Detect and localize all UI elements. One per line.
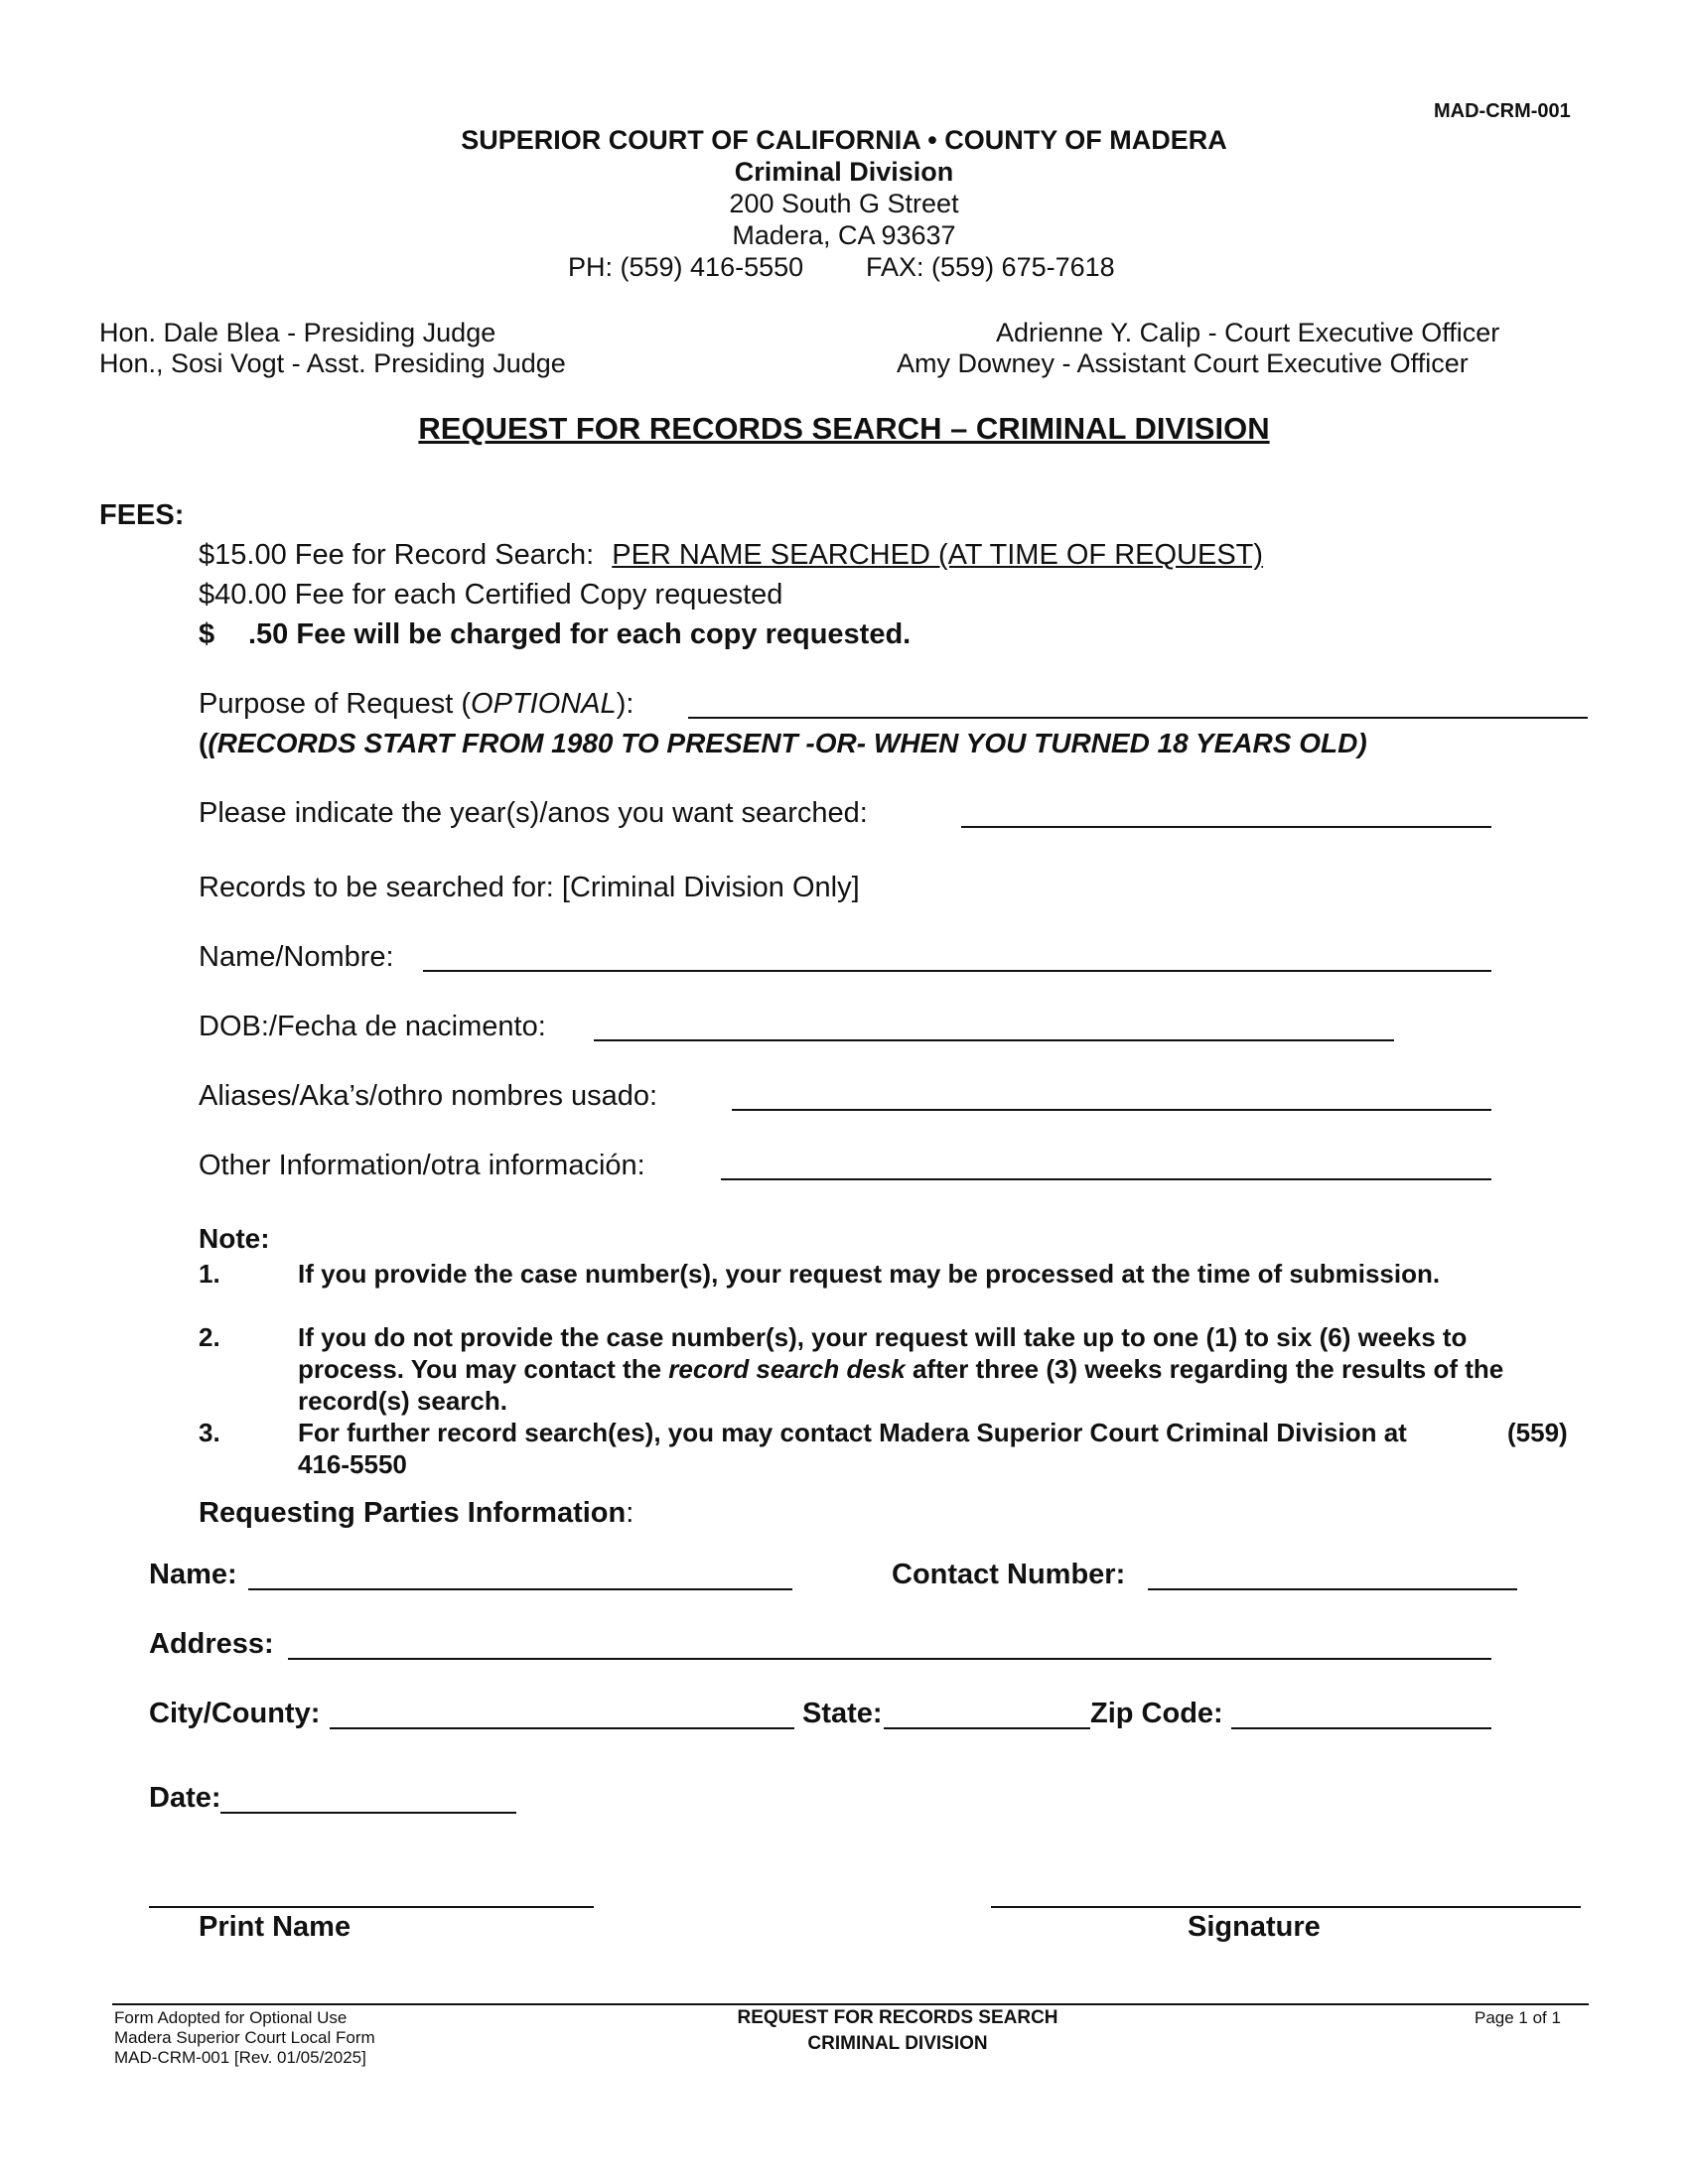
aliases-label: Aliases/Aka’s/othro nombres usado: [199, 1080, 658, 1112]
form-id: MAD-CRM-001 [1434, 100, 1571, 122]
fee-copy-charge: .50 Fee will be charged for each copy requested. [248, 618, 912, 650]
fee-copy-dollar: $ [199, 618, 215, 650]
footer-adopted: Form Adopted for Optional Use [114, 2008, 348, 2027]
requester-name-label: Name: [149, 1559, 237, 1590]
street-address: 200 South G Street [729, 189, 959, 218]
footer-title-2: CRIMINAL DIVISION [807, 2033, 988, 2054]
records-searched-label: Records to be searched for: [Criminal Division Only] [199, 872, 860, 903]
other-info-label: Other Information/otra información: [199, 1150, 645, 1181]
purpose-input[interactable] [688, 689, 1588, 719]
dob-label [199, 1011, 546, 1043]
city-county-label: City/County: [149, 1698, 321, 1729]
note-label: Note: [199, 1223, 270, 1254]
fee-record-search [199, 539, 1263, 572]
fees-label: FEES: [99, 499, 185, 531]
contact-number-label: Contact Number: [892, 1559, 1126, 1590]
print-name-label: Print Name [199, 1911, 352, 1943]
purpose-label [199, 688, 633, 721]
records-range-note [199, 728, 1367, 759]
purpose-label-end: ): [616, 688, 634, 720]
city-address: Madera, CA 93637 [732, 220, 956, 250]
phone-number: PH: (559) 416-5550 [568, 252, 804, 282]
note-3-phone-area: (559) [1507, 1418, 1568, 1447]
fax-number: FAX: (559) 675-7618 [866, 252, 1115, 282]
footer-page-number: Page 1 of 1 [1475, 2008, 1561, 2027]
other-info-input[interactable] [721, 1151, 1491, 1180]
search-name-label: Name/Nombre: [199, 941, 394, 973]
footer-revision: MAD-CRM-001 [Rev. 01/05/2025] [114, 2048, 366, 2067]
form-title: REQUEST FOR RECORDS SEARCH – CRIMINAL DIVISION [418, 411, 1270, 446]
date-label: Date: [149, 1782, 221, 1814]
dob-label-text: DOB:/Fecha de nacimento [199, 1011, 538, 1042]
signature-label: Signature [1188, 1911, 1321, 1943]
note-2-record-desk: record search desk [668, 1354, 906, 1384]
fee-certified-copy: $40.00 Fee for each Certified Copy requested [199, 579, 783, 611]
court-executive-officer: Adrienne Y. Calip - Court Executive Officer [996, 318, 1500, 347]
note-3-line2: 416-5550 [298, 1449, 407, 1479]
years-input[interactable] [961, 798, 1491, 828]
years-label: Please indicate the year(s)/anos you want searched: [199, 797, 868, 829]
print-name-input[interactable] [149, 1878, 594, 1908]
footer-divider [112, 2003, 1589, 2005]
signature-input[interactable] [991, 1878, 1581, 1908]
note-2-line1: If you do not provide the case number(s), your request will take up to one (1) to six (6) weeks to [298, 1322, 1468, 1352]
dob-colon: : [537, 1011, 546, 1042]
note-1-text: If you provide the case number(s), your request may be processed at the time of submission. [298, 1259, 1441, 1289]
footer-local-form: Madera Superior Court Local Form [114, 2028, 375, 2047]
division-name: Criminal Division [734, 157, 954, 187]
court-name: SUPERIOR COURT OF CALIFORNIA • COUNTY OF MADERA [461, 125, 1227, 155]
asst-court-executive-officer: Amy Downey - Assistant Court Executive Officer [897, 348, 1469, 378]
zip-code-label: Zip Code: [1090, 1698, 1223, 1729]
requester-name-input[interactable] [248, 1561, 792, 1590]
aliases-input[interactable] [732, 1081, 1491, 1111]
requesting-parties-text: Requesting Parties Information [199, 1497, 627, 1529]
state-label: State: [802, 1698, 883, 1729]
note-2-text-b3: after three (3) weeks regarding the results of the [905, 1354, 1504, 1384]
footer-title-1: REQUEST FOR RECORDS SEARCH [737, 2007, 1058, 2028]
dob-input[interactable] [594, 1012, 1394, 1041]
note-2-line3: record(s) search. [298, 1386, 507, 1416]
fee-record-search-label: $15.00 Fee for Record Search: [199, 539, 595, 571]
records-range-text: (RECORDS START FROM 1980 TO PRESENT -OR- WHEN YOU TURNED 18 YEARS OLD) [208, 728, 1367, 758]
note-2-text-b1: process. You may contact the [298, 1354, 669, 1384]
presiding-judge: Hon. Dale Blea - Presiding Judge [99, 318, 496, 347]
purpose-label-text: Purpose of Request ( [199, 688, 472, 720]
requesting-parties-colon: : [626, 1497, 634, 1529]
requesting-parties-label [199, 1497, 633, 1530]
city-county-input[interactable] [330, 1700, 794, 1729]
fee-per-name-note: PER NAME SEARCHED (AT TIME OF REQUEST) [612, 539, 1264, 571]
search-name-input[interactable] [423, 942, 1491, 972]
date-input[interactable] [220, 1784, 516, 1814]
zip-code-input[interactable] [1231, 1700, 1491, 1729]
contact-number-input[interactable] [1148, 1561, 1517, 1590]
note-1-number: 1. [199, 1259, 220, 1289]
address-label: Address: [149, 1628, 274, 1660]
records-range-paren: ( [199, 728, 209, 758]
asst-presiding-judge: Hon., Sosi Vogt - Asst. Presiding Judge [99, 348, 566, 378]
address-input[interactable] [288, 1630, 1491, 1660]
note-2-line2 [298, 1354, 1503, 1385]
note-3-number: 3. [199, 1418, 220, 1447]
note-2-number: 2. [199, 1322, 220, 1352]
state-input[interactable] [884, 1700, 1090, 1729]
purpose-optional: OPTIONAL [471, 688, 617, 720]
note-3-line1: For further record search(es), you may contact Madera Superior Court Criminal Division at [298, 1418, 1407, 1447]
